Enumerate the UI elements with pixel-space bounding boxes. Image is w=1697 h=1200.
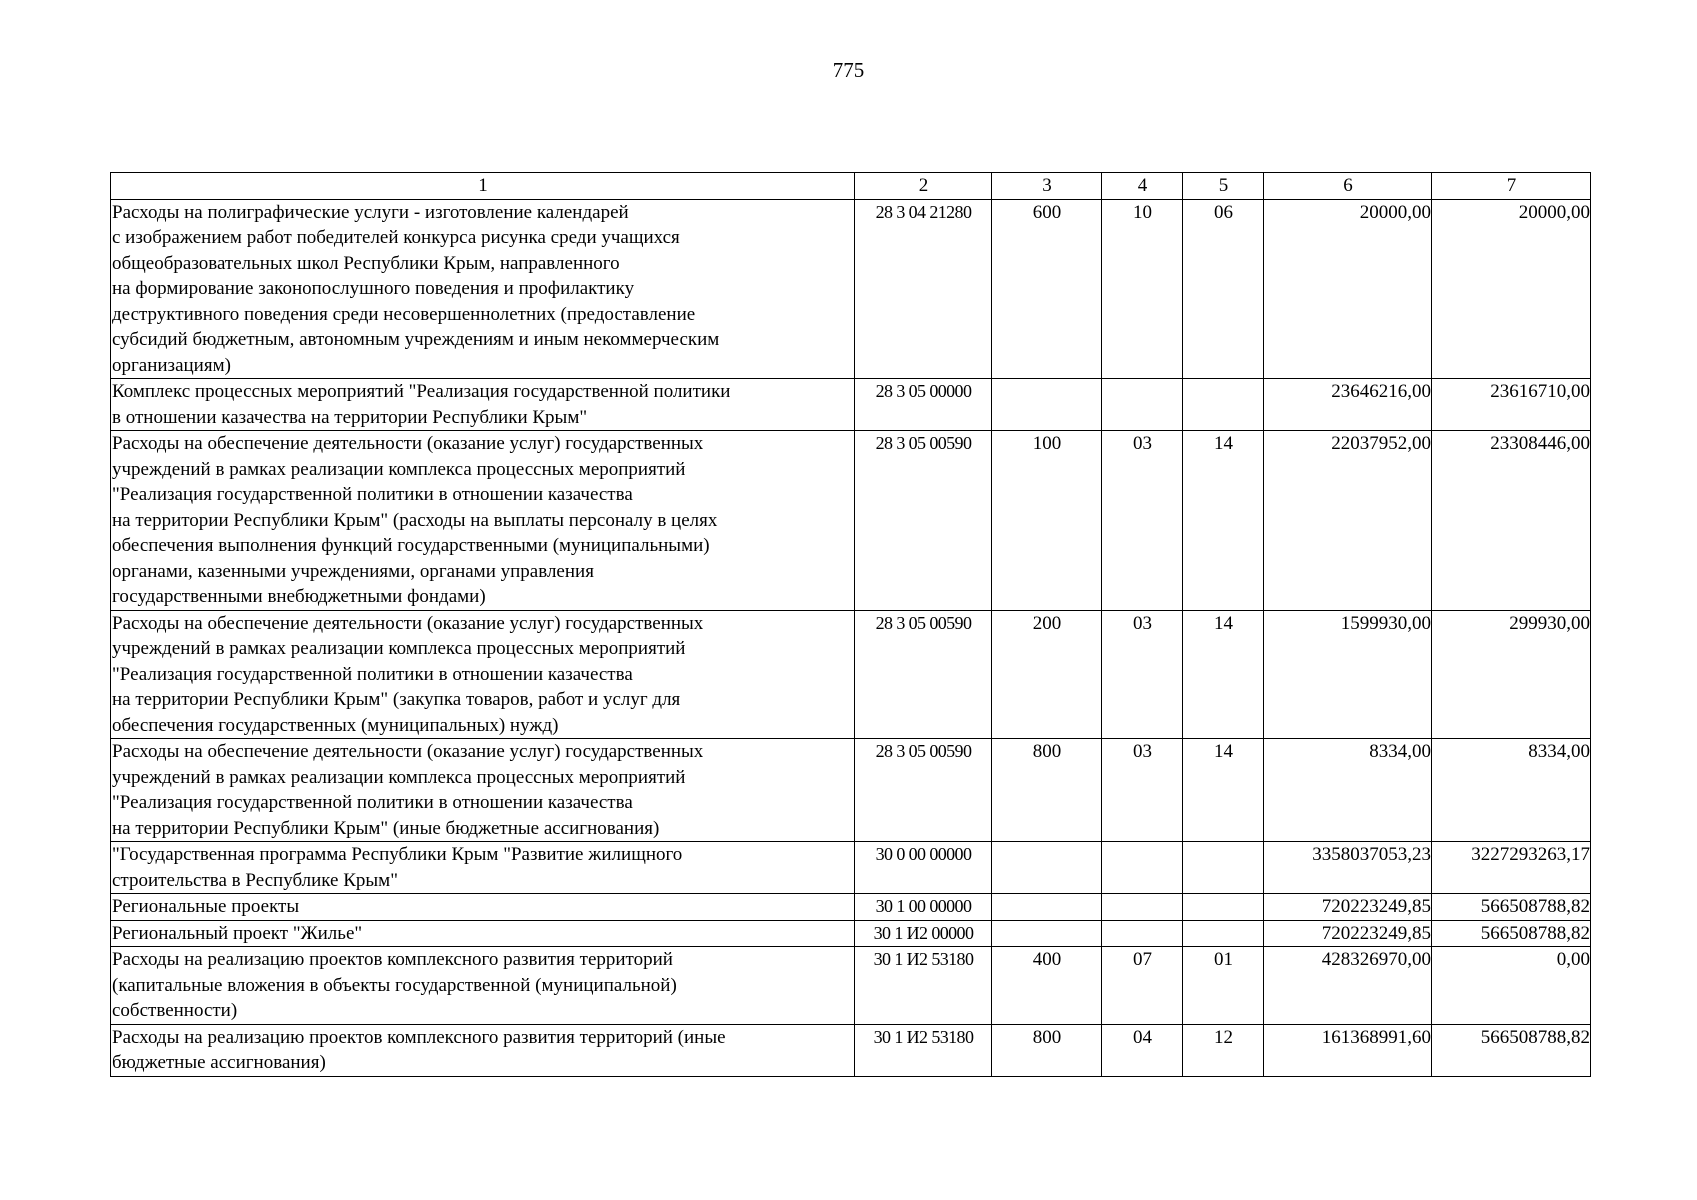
row-target-article: 28 3 04 21280 xyxy=(855,199,992,379)
row-description: Расходы на полиграфические услуги - изготовление календарей с изображением работ победителей конкурса рисунка среди учащихся общеобразовательных школ Республики Крым, направленного на формирование законопослушного поведения и профилактику деструктивного поведения среди несовершеннолетних (предоставление субсидий бюджетным, автономным учреждениям и иным некоммерческим организациям) xyxy=(111,199,855,379)
row-target-article: 30 1 И2 53180 xyxy=(855,947,992,1025)
table-row xyxy=(111,842,1591,894)
row-description: Расходы на обеспечение деятельности (оказание услуг) государственных учреждений в рамках реализации комплекса процессных мероприятий "Реализация государственной политики в отношении казачества на территории Республики Крым" (расходы на выплаты персоналу в целях обеспечения выполнения функций государственными (муниципальными) органами, казенными учреждениями, органами управления государственными внебюджетными фондами) xyxy=(111,431,855,611)
row-expense-type: 800 xyxy=(992,739,1102,842)
row-description: Региональный проект "Жилье" xyxy=(111,920,855,947)
row-expense-type: 800 xyxy=(992,1024,1102,1076)
row-description: Расходы на реализацию проектов комплексного развития территорий (капитальные вложения в объекты государственной (муниципальной) собственности) xyxy=(111,947,855,1025)
row-expense-type: 100 xyxy=(992,431,1102,611)
row-amount-year2: 566508788,82 xyxy=(1432,1024,1591,1076)
row-subsection: 06 xyxy=(1183,199,1264,379)
row-subsection: 14 xyxy=(1183,610,1264,739)
row-amount-year1: 720223249,85 xyxy=(1264,920,1432,947)
row-amount-year1: 161368991,60 xyxy=(1264,1024,1432,1076)
row-target-article: 28 3 05 00000 xyxy=(855,379,992,431)
table-row xyxy=(111,610,1591,739)
row-amount-year1: 20000,00 xyxy=(1264,199,1432,379)
page-number: 775 xyxy=(832,58,865,82)
row-subsection xyxy=(1183,920,1264,947)
row-target-article: 30 1 00 00000 xyxy=(855,894,992,921)
row-amount-year2: 299930,00 xyxy=(1432,610,1591,739)
row-amount-year2: 566508788,82 xyxy=(1432,894,1591,921)
header-row xyxy=(111,173,1591,200)
row-target-article: 30 1 И2 53180 xyxy=(855,1024,992,1076)
row-section xyxy=(1102,894,1183,921)
row-amount-year1: 8334,00 xyxy=(1264,739,1432,842)
row-amount-year2: 20000,00 xyxy=(1432,199,1591,379)
table-row xyxy=(111,894,1591,921)
row-section xyxy=(1102,379,1183,431)
row-amount-year2: 0,00 xyxy=(1432,947,1591,1025)
row-amount-year2: 3227293263,17 xyxy=(1432,842,1591,894)
header-col-6: 6 xyxy=(1264,173,1432,200)
table-row xyxy=(111,739,1591,842)
row-section: 07 xyxy=(1102,947,1183,1025)
row-expense-type xyxy=(992,894,1102,921)
row-target-article: 28 3 05 00590 xyxy=(855,739,992,842)
row-subsection: 01 xyxy=(1183,947,1264,1025)
row-subsection: 14 xyxy=(1183,431,1264,611)
row-section: 10 xyxy=(1102,199,1183,379)
row-section xyxy=(1102,842,1183,894)
row-amount-year1: 23646216,00 xyxy=(1264,379,1432,431)
table-row xyxy=(111,431,1591,611)
table-row xyxy=(111,199,1591,379)
row-subsection xyxy=(1183,842,1264,894)
row-description: "Государственная программа Республики Крым "Развитие жилищного строительства в Республике Крым" xyxy=(111,842,855,894)
row-description: Расходы на реализацию проектов комплексного развития территорий (иные бюджетные ассигнования) xyxy=(111,1024,855,1076)
row-target-article: 30 0 00 00000 xyxy=(855,842,992,894)
table-row xyxy=(111,1024,1591,1076)
row-description: Региональные проекты xyxy=(111,894,855,921)
row-expense-type xyxy=(992,920,1102,947)
row-target-article: 28 3 05 00590 xyxy=(855,610,992,739)
header-col-5: 5 xyxy=(1183,173,1264,200)
table-row xyxy=(111,947,1591,1025)
row-target-article: 30 1 И2 00000 xyxy=(855,920,992,947)
row-section xyxy=(1102,920,1183,947)
row-subsection: 12 xyxy=(1183,1024,1264,1076)
row-expense-type: 400 xyxy=(992,947,1102,1025)
row-amount-year1: 1599930,00 xyxy=(1264,610,1432,739)
row-amount-year2: 566508788,82 xyxy=(1432,920,1591,947)
row-description: Расходы на обеспечение деятельности (оказание услуг) государственных учреждений в рамках реализации комплекса процессных мероприятий "Реализация государственной политики в отношении казачества на территории Республики Крым" (закупка товаров, работ и услуг для обеспечения государственных (муниципальных) нужд) xyxy=(111,610,855,739)
row-target-article: 28 3 05 00590 xyxy=(855,431,992,611)
row-expense-type xyxy=(992,842,1102,894)
row-amount-year2: 23616710,00 xyxy=(1432,379,1591,431)
row-expense-type xyxy=(992,379,1102,431)
row-amount-year1: 428326970,00 xyxy=(1264,947,1432,1025)
row-amount-year2: 8334,00 xyxy=(1432,739,1591,842)
table-row xyxy=(111,920,1591,947)
row-description: Комплекс процессных мероприятий "Реализация государственной политики в отношении казачества на территории Республики Крым" xyxy=(111,379,855,431)
header-col-1: 1 xyxy=(111,173,855,200)
header-col-3: 3 xyxy=(992,173,1102,200)
header-col-4: 4 xyxy=(1102,173,1183,200)
row-amount-year1: 720223249,85 xyxy=(1264,894,1432,921)
header-col-7: 7 xyxy=(1432,173,1591,200)
row-description: Расходы на обеспечение деятельности (оказание услуг) государственных учреждений в рамках реализации комплекса процессных мероприятий "Реализация государственной политики в отношении казачества на территории Республики Крым" (иные бюджетные ассигнования) xyxy=(111,739,855,842)
row-section: 04 xyxy=(1102,1024,1183,1076)
row-amount-year1: 22037952,00 xyxy=(1264,431,1432,611)
row-subsection: 14 xyxy=(1183,739,1264,842)
row-expense-type: 200 xyxy=(992,610,1102,739)
row-subsection xyxy=(1183,894,1264,921)
table-row xyxy=(111,379,1591,431)
row-amount-year2: 23308446,00 xyxy=(1432,431,1591,611)
row-subsection xyxy=(1183,379,1264,431)
row-section: 03 xyxy=(1102,431,1183,611)
header-col-2: 2 xyxy=(855,173,992,200)
row-section: 03 xyxy=(1102,739,1183,842)
row-amount-year1: 3358037053,23 xyxy=(1264,842,1432,894)
row-expense-type: 600 xyxy=(992,199,1102,379)
row-section: 03 xyxy=(1102,610,1183,739)
budget-table xyxy=(110,172,1591,1077)
